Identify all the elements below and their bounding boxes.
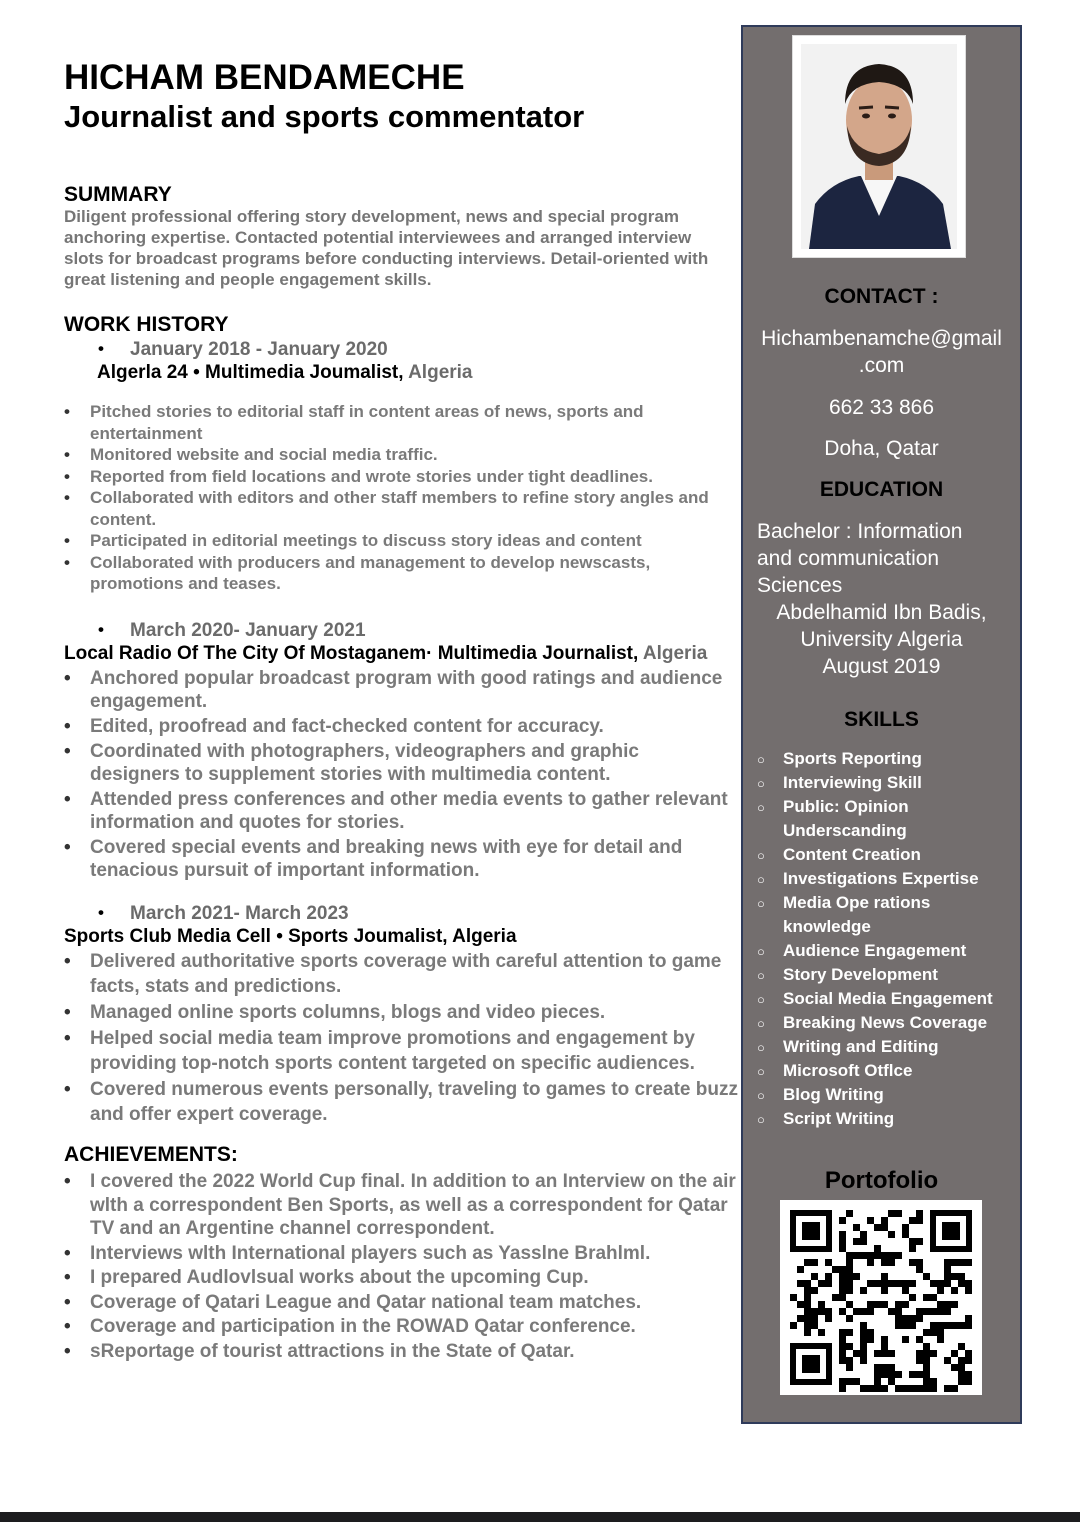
- portfolio-heading: Portofolio: [824, 1167, 939, 1194]
- list-item: • I covered the 2022 World Cup final. In addition to an Interview on the air wlth a correspondent Ben Sports, as well as a correspondent for Qatar TV and an Argentine channel correspondent.: [64, 1170, 750, 1241]
- job-role: [64, 361, 754, 384]
- job-bullets: [64, 949, 754, 1127]
- list-item: • Covered numerous events personally, traveling to games to create buzz and offer expert coverage.: [64, 1077, 740, 1127]
- skill-item: ○ Story Development: [757, 963, 1017, 987]
- degree-line: and communication: [757, 547, 940, 570]
- job-role: [64, 642, 764, 665]
- contact-email-line1[interactable]: Hichambenamche@gmail: [761, 327, 1002, 350]
- qr-code[interactable]: [780, 1200, 982, 1395]
- footer-bar: [0, 1512, 1080, 1522]
- list-item: • Managed online sports columns, blogs and video pieces.: [64, 1000, 740, 1025]
- graduation-date: August 2019: [822, 655, 941, 678]
- skill-item: ○ Audience Engagement: [757, 939, 1017, 963]
- job-role: [64, 925, 754, 948]
- summary-heading: SUMMARY: [64, 183, 172, 206]
- skills-list: [757, 747, 1017, 1131]
- contact-email-line2[interactable]: .com: [858, 354, 905, 377]
- degree-line: Sciences: [757, 574, 843, 597]
- job-entry: [64, 902, 754, 1128]
- university-line: Abdelhamid Ibn Badis,: [776, 601, 987, 624]
- job-location: Algeria: [403, 362, 473, 383]
- main-column: [64, 58, 744, 1362]
- list-item: • Edited, proofread and fact-checked content for accuracy.: [64, 715, 730, 738]
- sidebar: [741, 25, 1022, 1424]
- job-entry: [64, 338, 754, 595]
- education-heading: EDUCATION: [819, 478, 944, 501]
- list-item: • Coverage and participation in the ROWAD Qatar conference.: [64, 1315, 750, 1339]
- list-item: • Interviews wlth International players such as Yasslne Brahlml.: [64, 1242, 750, 1266]
- job-entry: [64, 619, 764, 884]
- job-date: • January 2018 - January 2020: [64, 338, 754, 361]
- job-title: Journalist and sports commentator: [64, 99, 585, 134]
- skill-item: ○ Public: Opinion Underscanding: [757, 795, 943, 843]
- skill-item: ○ Blog Writing: [757, 1083, 1017, 1107]
- job-bullets: [64, 667, 764, 882]
- skill-item: ○ Social Media Engagement: [757, 987, 1017, 1011]
- list-item: • Reported from field locations and wrote stories under tight deadlines.: [64, 466, 730, 488]
- skill-item: ○ Script Writing: [757, 1107, 1017, 1131]
- skill-item: ○ Sports Reporting: [757, 747, 1017, 771]
- job-date: • March 2021- March 2023: [64, 902, 754, 925]
- skill-item: ○ Microsoft Otflce: [757, 1059, 1017, 1083]
- skill-item: ○ Writing and Editing: [757, 1035, 1017, 1059]
- skill-item: ○ Interviewing Skill: [757, 771, 1017, 795]
- qr-code-icon: [780, 1200, 982, 1395]
- list-item: • Monitored website and social media traffic.: [64, 444, 730, 466]
- candidate-name: HICHAM BENDAMECHE: [64, 58, 465, 97]
- job-location: Algeria: [638, 643, 708, 664]
- list-item: • Delivered authoritative sports coverage with careful attention to game facts, stats and predictions.: [64, 949, 740, 999]
- job-role-text: Algerla 24 • Multimedia Joumalist,: [97, 362, 404, 383]
- skill-item: ○ Breaking News Coverage: [757, 1011, 1017, 1035]
- achievements-section: [64, 1142, 754, 1364]
- summary-text: Diligent professional offering story development, news and special program anchoring expertise. Contacted potential interviewees and arranged interview slots for broadcast programs before conducting interviews. Detail-oriented with great listening and people engagement skills.: [64, 207, 709, 289]
- job-bullets: [64, 401, 754, 595]
- skill-item: ○ Content Creation: [757, 843, 1017, 867]
- list-item: • Anchored popular broadcast program with good ratings and audience engagement.: [64, 667, 730, 713]
- achievements-heading: ACHIEVEMENTS:: [64, 1143, 238, 1166]
- profile-photo: [792, 35, 966, 258]
- list-item: • Coordinated with photographers, videographers and graphic designers to supplement stories with multimedia content.: [64, 740, 730, 786]
- achievements-list: [64, 1170, 754, 1363]
- list-item: • Collaborated with producers and management to develop newscasts, promotions and teases.: [64, 552, 730, 595]
- list-item: • Participated in editorial meetings to discuss story ideas and content: [64, 530, 730, 552]
- job-date: • March 2020- January 2021: [64, 619, 764, 642]
- job-role-text: Sports Club Media Cell • Sports Joumalist, Algeria: [64, 926, 517, 947]
- university-line: University Algeria: [800, 628, 963, 651]
- list-item: • Covered special events and breaking news with eye for detail and tenacious pursuit of important information.: [64, 836, 730, 882]
- list-item: • I prepared Audlovlsual works about the upcoming Cup.: [64, 1266, 750, 1290]
- list-item: • Collaborated with editors and other staff members to refine story angles and content.: [64, 487, 730, 530]
- list-item: • Pitched stories to editorial staff in content areas of news, sports and entertainment: [64, 401, 730, 444]
- degree-line: Bachelor : Information: [757, 520, 963, 543]
- contact-city: Doha, Qatar: [824, 437, 939, 460]
- skill-item: ○ Investigations Expertise: [757, 867, 1017, 891]
- work-history-heading: WORK HISTORY: [64, 313, 229, 336]
- profile-photo-image: [801, 44, 957, 249]
- list-item: • Coverage of Qatari League and Qatar national team matches.: [64, 1291, 750, 1315]
- list-item: • Helped social media team improve promotions and engagement by providing top-notch sports content targeted on specific audiences.: [64, 1026, 740, 1076]
- skills-heading: SKILLS: [844, 708, 919, 731]
- contact-phone: 662 33 866: [828, 396, 935, 419]
- skill-item: ○ Media Ope rations knowledge: [757, 891, 963, 939]
- list-item: • Attended press conferences and other media events to gather relevant information and quotes for stories.: [64, 788, 730, 834]
- list-item: • sReportage of tourist attractions in the State of Qatar.: [64, 1340, 750, 1364]
- contact-heading: CONTACT :: [824, 285, 939, 308]
- job-role-text: Local Radio Of The City Of Mostaganem· Multimedia Journalist,: [64, 643, 639, 664]
